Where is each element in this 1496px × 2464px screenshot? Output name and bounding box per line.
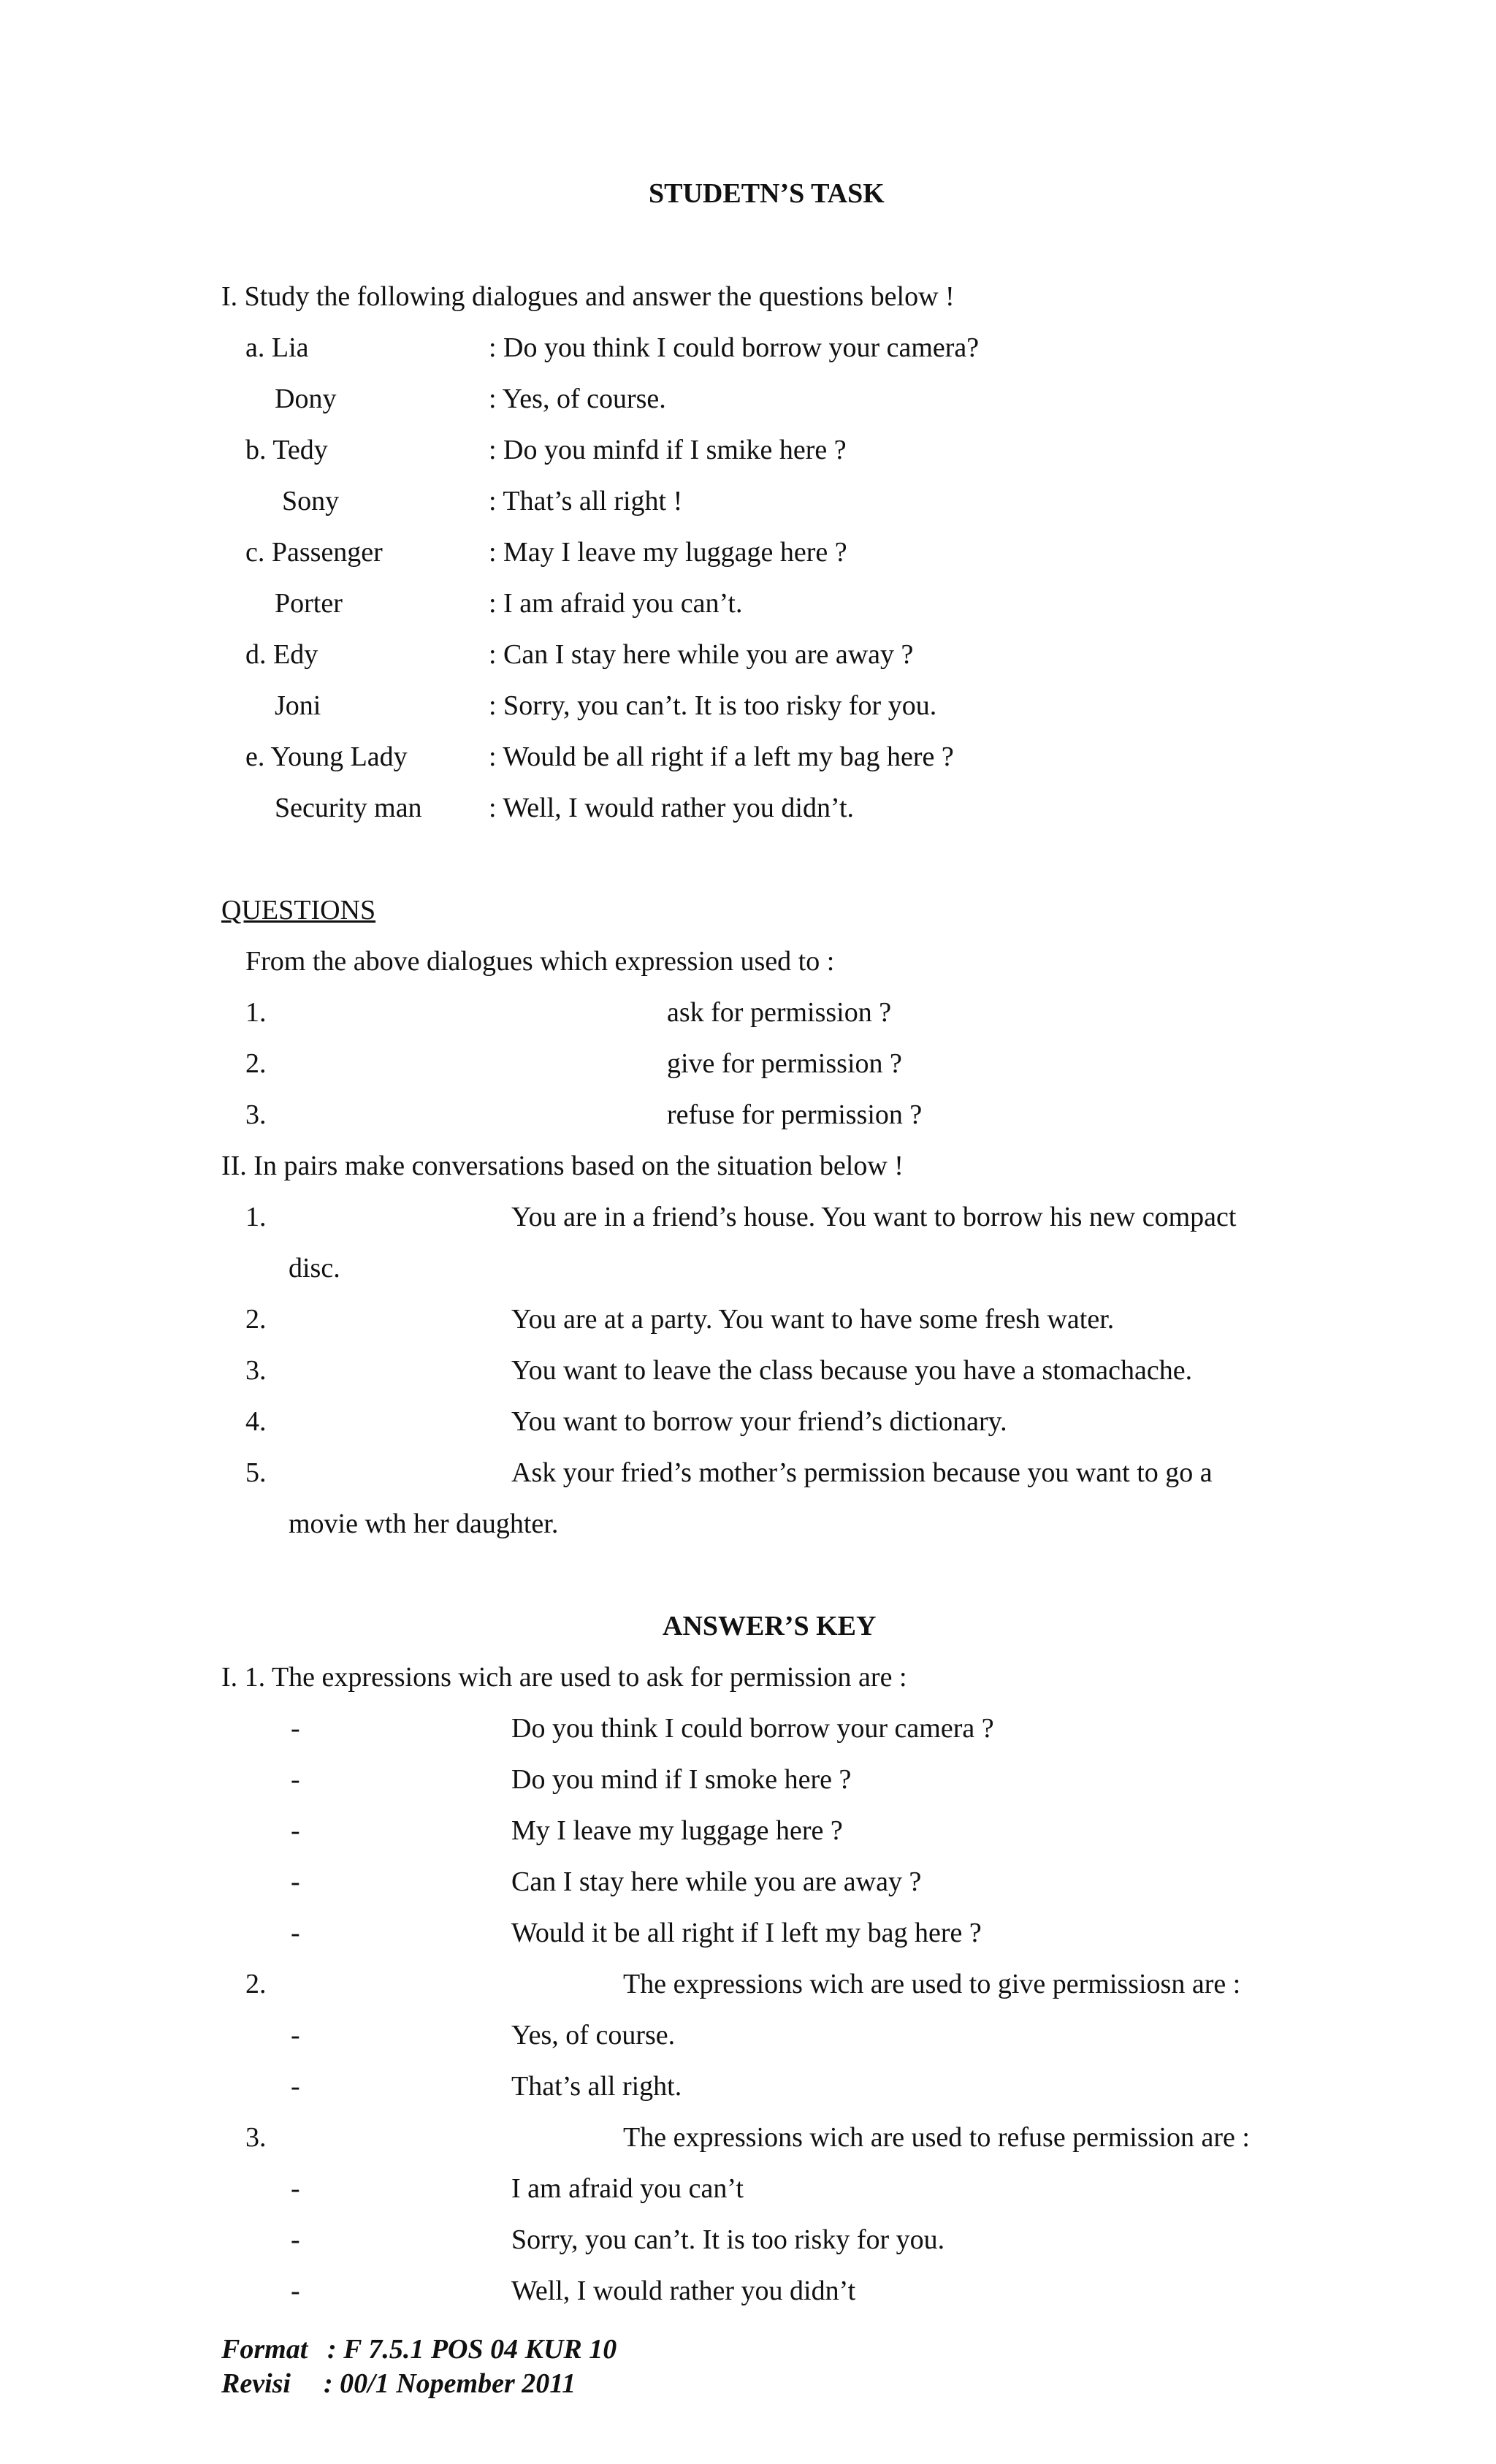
answer-3-heading: The expressions wich are used to refuse permission are : xyxy=(623,2122,1250,2153)
answer-item: Would it be all right if I left my bag here ? xyxy=(511,1918,982,1948)
situation-text: You want to leave the class because you have a stomachache. xyxy=(511,1355,1193,1386)
part2-instruction: II. In pairs make conversations based on the situation below ! xyxy=(221,1151,904,1181)
answer-dash: - xyxy=(291,1815,300,1846)
dialogue-speaker: Porter xyxy=(275,588,343,619)
dialogue-line: : May I leave my luggage here ? xyxy=(489,537,847,568)
answer-item: Can I stay here while you are away ? xyxy=(511,1866,922,1897)
dialogue-speaker: c. Passenger xyxy=(245,537,383,568)
dialogue-line: : Would be all right if a left my bag here ? xyxy=(489,741,954,772)
dialogue-line: : Well, I would rather you didn’t. xyxy=(489,793,855,823)
dialogue-speaker: d. Edy xyxy=(245,639,318,670)
dialogue-speaker: Joni xyxy=(275,690,321,721)
situation-text-continued: movie wth her daughter. xyxy=(289,1508,559,1539)
footer-format-label: Format xyxy=(221,2334,308,2365)
situation-text: You want to borrow your friend’s dictionary. xyxy=(511,1406,1007,1437)
situation-number: 2. xyxy=(245,1304,267,1335)
answer-item: I am afraid you can’t xyxy=(511,2173,744,2204)
answer-dash: - xyxy=(291,2276,300,2306)
question-number: 1. xyxy=(245,997,267,1028)
answer-dash: - xyxy=(291,1764,300,1795)
footer-format-value: : F 7.5.1 POS 04 KUR 10 xyxy=(327,2334,617,2365)
answer-2-heading: The expressions wich are used to give permissiosn are : xyxy=(623,1969,1241,1999)
answer-dash: - xyxy=(291,2020,300,2051)
question-text: ask for permission ? xyxy=(667,997,892,1028)
answer-item: My I leave my luggage here ? xyxy=(511,1815,843,1846)
situation-number: 3. xyxy=(245,1355,267,1386)
dialogue-speaker: a. Lia xyxy=(245,332,309,363)
answer-item: Yes, of course. xyxy=(511,2020,676,2051)
situation-text: You are in a friend’s house. You want to borrow his new compact xyxy=(511,1202,1237,1232)
answer-3-number: 3. xyxy=(245,2122,267,2153)
answer-item: Do you mind if I smoke here ? xyxy=(511,1764,852,1795)
questions-heading: QUESTIONS xyxy=(221,895,376,926)
part1-instruction: I. Study the following dialogues and answer the questions below ! xyxy=(221,281,955,312)
answer-2-number: 2. xyxy=(245,1969,267,1999)
dialogue-speaker: e. Young Lady xyxy=(245,741,408,772)
dialogue-speaker: Dony xyxy=(275,384,337,414)
questions-intro: From the above dialogues which expression used to : xyxy=(245,946,835,977)
dialogue-line: : I am afraid you can’t. xyxy=(489,588,743,619)
answer-dash: - xyxy=(291,2224,300,2255)
dialogue-speaker: Security man xyxy=(275,793,422,823)
answer-dash: - xyxy=(291,1866,300,1897)
situation-number: 4. xyxy=(245,1406,267,1437)
dialogue-speaker: b. Tedy xyxy=(245,435,328,465)
question-number: 3. xyxy=(245,1099,267,1130)
dialogue-line: : That’s all right ! xyxy=(489,486,683,516)
answer-dash: - xyxy=(291,1713,300,1744)
answer-dash: - xyxy=(291,2071,300,2102)
dialogue-speaker: Sony xyxy=(282,486,340,516)
answer-key-title: ANSWER’S KEY xyxy=(663,1611,877,1641)
answer-1-heading: I. 1. The expressions wich are used to ask for permission are : xyxy=(221,1662,907,1693)
footer-revisi-label: Revisi xyxy=(221,2368,291,2399)
dialogue-line: : Yes, of course. xyxy=(489,384,666,414)
dialogue-line: : Do you minfd if I smike here ? xyxy=(489,435,847,465)
question-number: 2. xyxy=(245,1048,267,1079)
answer-dash: - xyxy=(291,1918,300,1948)
situation-text-continued: disc. xyxy=(289,1253,340,1284)
answer-item: Do you think I could borrow your camera ? xyxy=(511,1713,994,1744)
answer-item: Sorry, you can’t. It is too risky for you. xyxy=(511,2224,945,2255)
task-title: STUDETN’S TASK xyxy=(649,178,885,209)
situation-text: You are at a party. You want to have some fresh water. xyxy=(511,1304,1115,1335)
situation-number: 1. xyxy=(245,1202,267,1232)
situation-text: Ask your fried’s mother’s permission because you want to go a xyxy=(511,1457,1213,1488)
situation-number: 5. xyxy=(245,1457,267,1488)
question-text: give for permission ? xyxy=(667,1048,902,1079)
dialogue-line: : Sorry, you can’t. It is too risky for you. xyxy=(489,690,937,721)
answer-item: Well, I would rather you didn’t xyxy=(511,2276,856,2306)
answer-item: That’s all right. xyxy=(511,2071,682,2102)
dialogue-line: : Can I stay here while you are away ? xyxy=(489,639,914,670)
question-text: refuse for permission ? xyxy=(667,1099,923,1130)
dialogue-line: : Do you think I could borrow your camera? xyxy=(489,332,980,363)
footer-revisi-value: : 00/1 Nopember 2011 xyxy=(324,2368,576,2399)
answer-dash: - xyxy=(291,2173,300,2204)
